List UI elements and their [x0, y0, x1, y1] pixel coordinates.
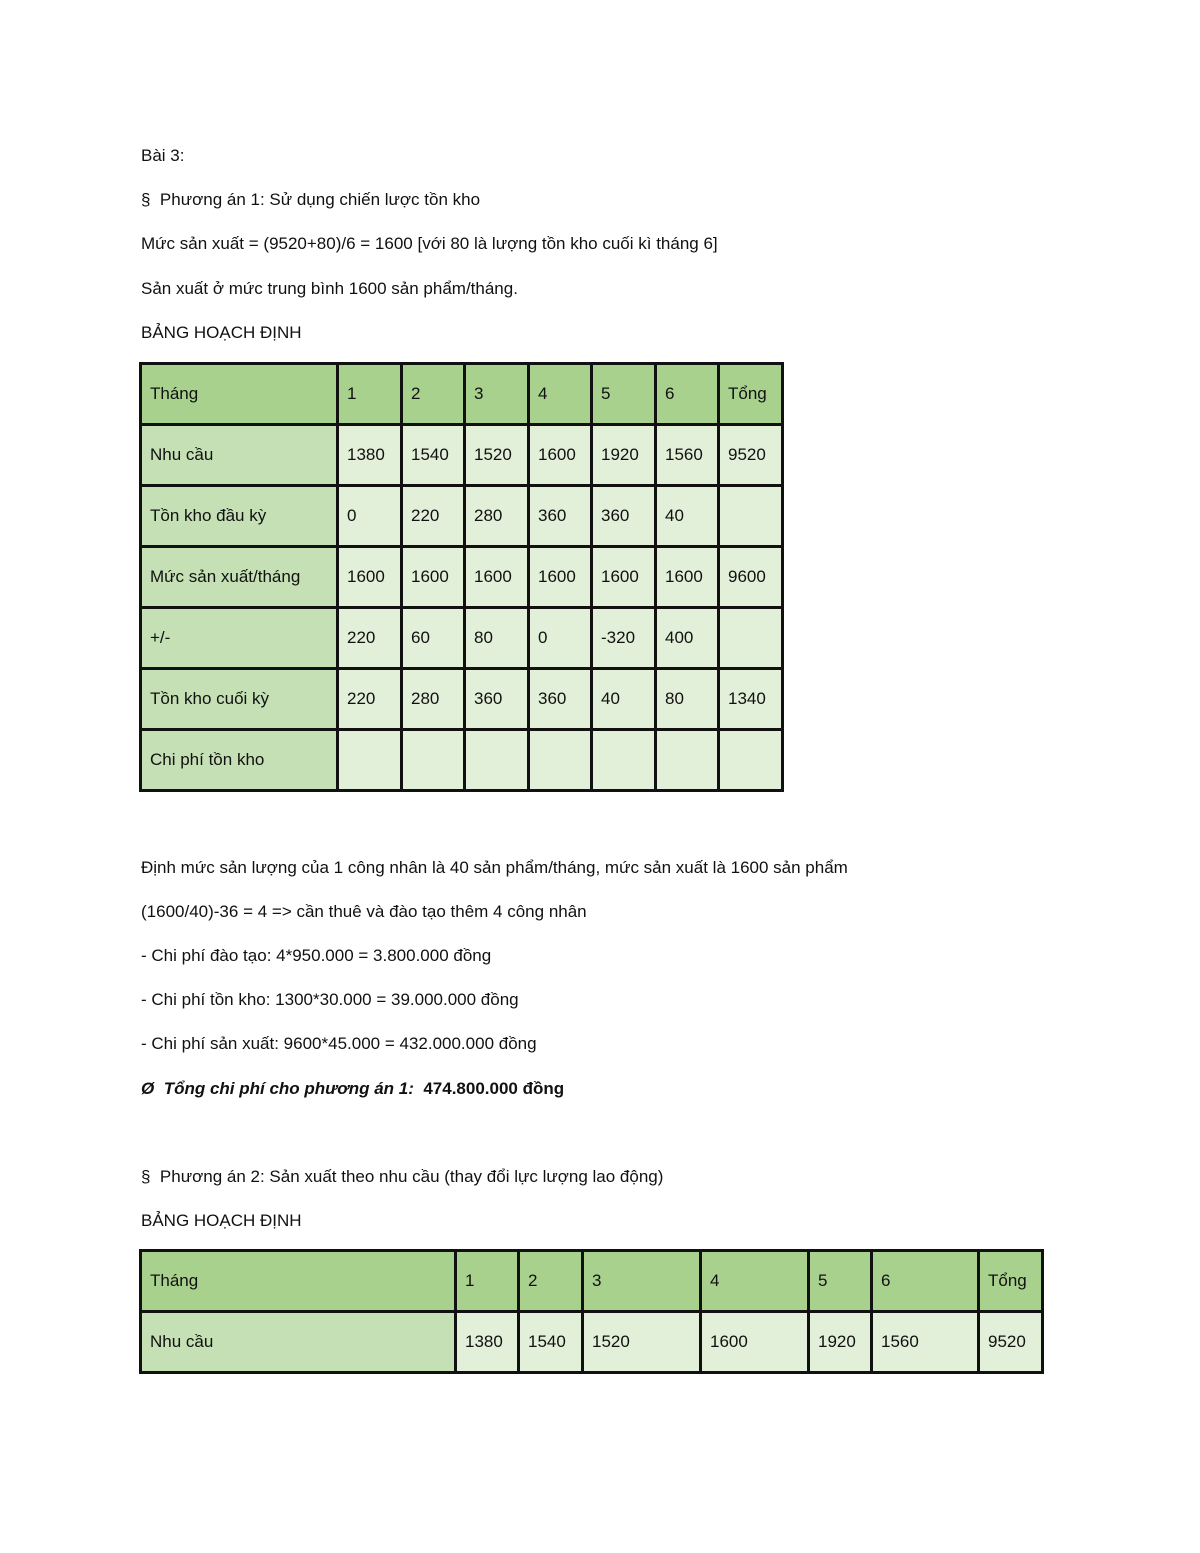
header-cell: 5 [809, 1251, 872, 1312]
option2-plan-table [139, 1249, 1044, 1374]
table-cell: 360 [529, 486, 592, 547]
header-cell-month-label: Tháng [141, 1251, 456, 1312]
header-cell: 6 [656, 364, 719, 425]
option1-table-title: BẢNG HOẠCH ĐỊNH [141, 323, 302, 342]
cost-production: - Chi phí sản xuất: 9600*45.000 = 432.000.000 đồng [141, 1034, 537, 1053]
table-cell: 1600 [465, 547, 529, 608]
total-label: Tổng chi phí cho phương án 1: [163, 1079, 414, 1098]
header-cell: Tổng [719, 364, 783, 425]
table-cell: 1600 [529, 547, 592, 608]
row-label-cell: Tồn kho cuối kỳ [141, 669, 338, 730]
option1-average: Sản xuất ở mức trung bình 1600 sản phẩm/tháng. [141, 279, 518, 298]
header-cell: 2 [402, 364, 465, 425]
table-cell: 9520 [979, 1312, 1043, 1373]
table-cell: 40 [656, 486, 719, 547]
table-cell: 80 [656, 669, 719, 730]
table-header-row [141, 1251, 1043, 1312]
table-cell: 0 [338, 486, 402, 547]
table-cell [465, 730, 529, 791]
table-cell: 1560 [656, 425, 719, 486]
cost-training: - Chi phí đào tạo: 4*950.000 = 3.800.000 đồng [141, 946, 492, 965]
table-cell: 1600 [338, 547, 402, 608]
table-cell: 220 [402, 486, 465, 547]
table-cell: 1340 [719, 669, 783, 730]
table-cell: 1600 [592, 547, 656, 608]
header-cell: 3 [583, 1251, 701, 1312]
table-cell: 1520 [465, 425, 529, 486]
option1-heading-text: Phương án 1: Sử dụng chiến lược tồn kho [159, 190, 481, 209]
header-cell: 1 [338, 364, 402, 425]
table-cell: 1600 [701, 1312, 809, 1373]
table-header-row [141, 364, 783, 425]
header-cell: Tổng [979, 1251, 1043, 1312]
row-label-cell: Tồn kho đầu kỳ [141, 486, 338, 547]
table-cell: 360 [592, 486, 656, 547]
option1-plan-table [139, 362, 784, 792]
table-row [141, 1312, 1043, 1373]
row-label-cell: Nhu cầu [141, 1312, 456, 1373]
bullet-icon: § [141, 190, 151, 209]
table-cell: 1380 [338, 425, 402, 486]
header-cell: 6 [872, 1251, 979, 1312]
cost-inventory: - Chi phí tồn kho: 1300*30.000 = 39.000.000 đồng [141, 990, 519, 1009]
table-cell [656, 730, 719, 791]
table-cell [719, 486, 783, 547]
table-cell: 220 [338, 669, 402, 730]
arrow-bullet-icon: Ø [141, 1079, 155, 1098]
table-cell: 1920 [592, 425, 656, 486]
table-cell [719, 730, 783, 791]
row-label-cell: Mức sản xuất/tháng [141, 547, 338, 608]
table-row [141, 486, 783, 547]
option1-hiring: (1600/40)-36 = 4 => cần thuê và đào tạo thêm 4 công nhân [141, 902, 587, 921]
table-cell: 1560 [872, 1312, 979, 1373]
table-cell: 1600 [529, 425, 592, 486]
table-cell [338, 730, 402, 791]
table-cell: 9520 [719, 425, 783, 486]
header-cell: 2 [519, 1251, 583, 1312]
header-cell: 4 [529, 364, 592, 425]
option1-labor-norm: Định mức sản lượng của 1 công nhân là 40 sản phẩm/tháng, mức sản xuất là 1600 sản phẩm [141, 858, 848, 877]
table-cell: 400 [656, 608, 719, 669]
bullet-icon: § [141, 1167, 151, 1186]
header-cell: 5 [592, 364, 656, 425]
table-row [141, 425, 783, 486]
header-cell: 4 [701, 1251, 809, 1312]
table-cell: 1540 [402, 425, 465, 486]
option2-table-title: BẢNG HOẠCH ĐỊNH [141, 1211, 302, 1230]
table-row [141, 608, 783, 669]
table-cell: 1540 [519, 1312, 583, 1373]
table-cell: 1600 [402, 547, 465, 608]
header-cell: 3 [465, 364, 529, 425]
row-label-cell: Chi phí tồn kho [141, 730, 338, 791]
table-cell: 60 [402, 608, 465, 669]
table-cell: 280 [465, 486, 529, 547]
table-cell [529, 730, 592, 791]
option1-total [141, 1078, 564, 1100]
table-cell [592, 730, 656, 791]
exercise-title: Bài 3: [141, 146, 185, 165]
table-cell: 220 [338, 608, 402, 669]
table-cell: 360 [529, 669, 592, 730]
table-cell: 80 [465, 608, 529, 669]
table-cell: 40 [592, 669, 656, 730]
option1-formula: Mức sản xuất = (9520+80)/6 = 1600 [với 80 là lượng tồn kho cuối kì tháng 6] [141, 234, 718, 253]
table-cell: 1600 [656, 547, 719, 608]
table-cell [402, 730, 465, 791]
table-cell: 1920 [809, 1312, 872, 1373]
table-cell: 9600 [719, 547, 783, 608]
header-cell-month-label: Tháng [141, 364, 338, 425]
table-cell: 280 [402, 669, 465, 730]
row-label-cell: +/- [141, 608, 338, 669]
header-cell: 1 [456, 1251, 519, 1312]
row-label-cell: Nhu cầu [141, 425, 338, 486]
table-row [141, 730, 783, 791]
option1-heading [141, 189, 480, 211]
table-cell: -320 [592, 608, 656, 669]
option2-heading-text: Phương án 2: Sản xuất theo nhu cầu (thay đổi lực lượng lao động) [159, 1167, 664, 1186]
table-cell: 1520 [583, 1312, 701, 1373]
table-cell: 1380 [456, 1312, 519, 1373]
table-cell [719, 608, 783, 669]
table-row [141, 547, 783, 608]
table-cell: 360 [465, 669, 529, 730]
table-cell: 0 [529, 608, 592, 669]
table-row [141, 669, 783, 730]
option2-heading [141, 1166, 663, 1188]
total-value: 474.800.000 đồng [423, 1079, 565, 1098]
